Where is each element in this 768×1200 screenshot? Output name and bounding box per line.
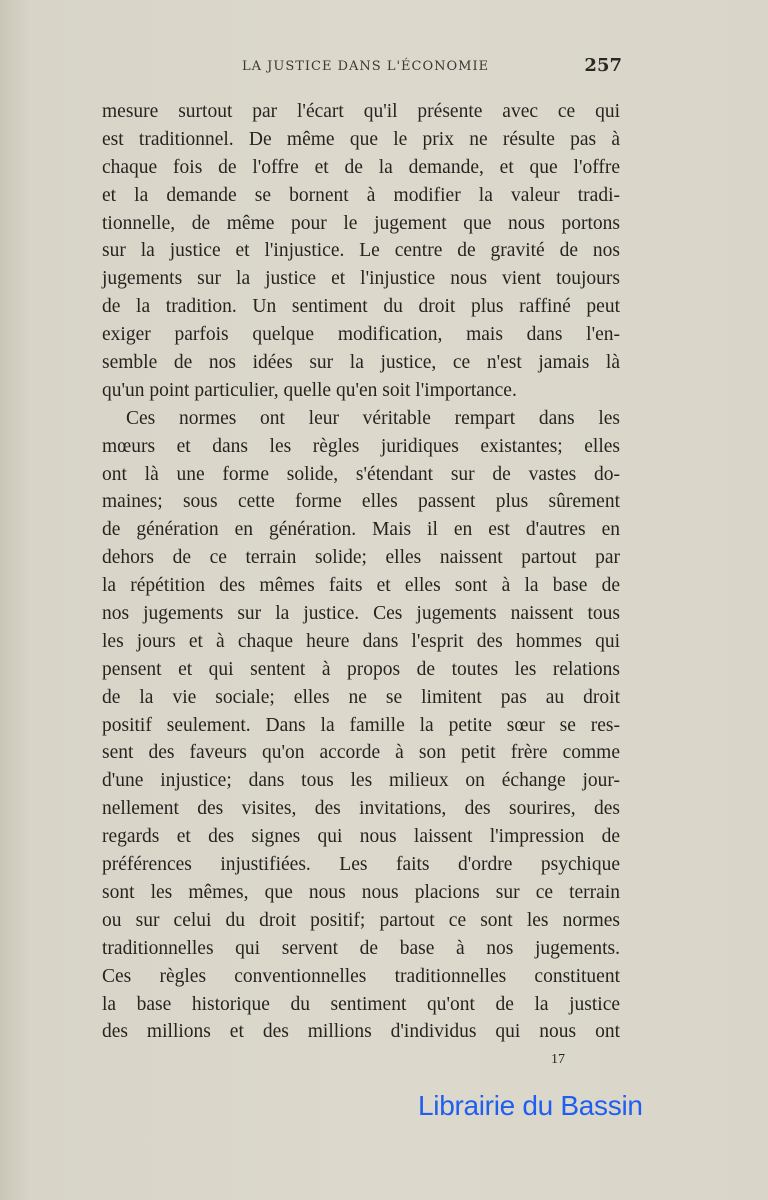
text-line: exiger parfois quelque modification, mais dans l'en- (102, 324, 620, 346)
page-number: 257 (584, 55, 622, 76)
text-line: et la demande se bornent à modifier la valeur tradi- (102, 184, 620, 206)
text-line: Ces règles conventionnelles traditionnelles constituent (102, 965, 620, 987)
text-line: Ces normes ont leur véritable rempart dans les (126, 407, 620, 429)
text-line: positif seulement. Dans la famille la petite sœur se res- (102, 714, 620, 736)
text-line: regards et des signes qui nous laissent l'impression de (102, 826, 620, 848)
text-line: la répétition des mêmes faits et elles sont à la base de (102, 575, 620, 597)
text-line: nellement des visites, des invitations, des sourires, des (102, 798, 620, 820)
text-line: d'une injustice; dans tous les milieux on échange jour- (102, 770, 620, 792)
running-title: LA JUSTICE DANS L'ÉCONOMIE (242, 59, 490, 74)
text-line: sent des faveurs qu'on accorde à son petit frère comme (102, 742, 620, 764)
text-line: semble de nos idées sur la justice, ce n'est jamais là (102, 352, 620, 374)
text-line: de la vie sociale; elles ne se limitent pas au droit (102, 686, 620, 708)
text-line: des millions et des millions d'individus qui nous ont (102, 1021, 620, 1043)
text-line: traditionnelles qui servent de base à nos jugements. (102, 937, 620, 959)
text-line: tionnelle, de même pour le jugement que nous portons (102, 212, 620, 234)
text-line: les jours et à chaque heure dans l'esprit des hommes qui (102, 630, 620, 652)
text-line: ont là une forme solide, s'étendant sur de vastes do- (102, 463, 620, 485)
paragraph (102, 405, 620, 1046)
text-line: mesure surtout par l'écart qu'il présente avec ce qui (102, 101, 620, 122)
signature-mark: 17 (551, 1052, 565, 1067)
text-line: chaque fois de l'offre et de la demande, et que l'offre (102, 156, 620, 178)
text-line: ou sur celui du droit positif; partout ce sont les normes (102, 909, 620, 931)
text-line: maines; sous cette forme elles passent plus sûrement (102, 491, 620, 513)
watermark: Librairie du Bassin (418, 1090, 643, 1121)
text-line: de génération en génération. Mais il en est d'autres en (102, 519, 620, 541)
text-line: mœurs et dans les règles juridiques existantes; elles (102, 435, 620, 457)
body-text (102, 98, 620, 1046)
text-line: de la tradition. Un sentiment du droit plus raffiné peut (102, 296, 620, 318)
text-line: pensent et qui sentent à propos de toutes les relations (102, 658, 620, 680)
text-line: sont les mêmes, que nous nous placions sur ce terrain (102, 881, 620, 903)
text-line: jugements sur la justice et l'injustice nous vient toujours (102, 268, 620, 290)
text-line: sur la justice et l'injustice. Le centre de gravité de nos (102, 240, 620, 262)
page-header (102, 57, 622, 79)
text-line: qu'un point particulier, quelle qu'en soit l'importance. (102, 379, 517, 401)
text-line: est traditionnel. De même que le prix ne résulte pas à (102, 128, 620, 150)
text-line: nos jugements sur la justice. Ces jugements naissent tous (102, 603, 620, 625)
text-line: dehors de ce terrain solide; elles naissent partout par (102, 547, 620, 569)
paragraph (102, 98, 620, 405)
text-line: préférences injustifiées. Les faits d'ordre psychique (102, 854, 620, 876)
text-line: la base historique du sentiment qu'ont de la justice (102, 993, 620, 1015)
